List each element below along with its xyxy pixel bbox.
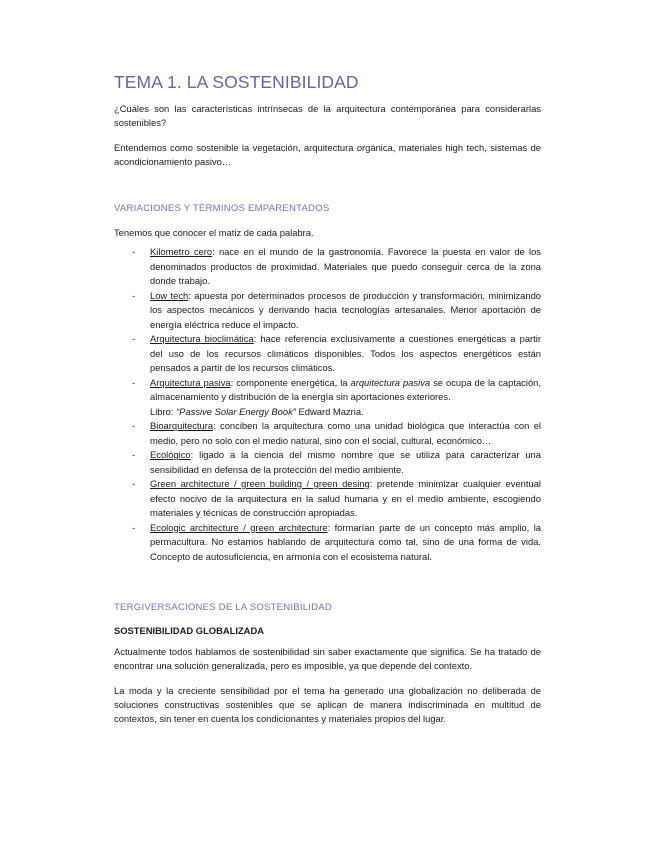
book-author: Edward Mazria. — [295, 405, 364, 417]
term-label: Bioarquitectura — [150, 420, 214, 431]
term-label: Ecológico — [150, 449, 191, 460]
terms-list — [114, 245, 541, 564]
term-description: : nace en el mundo de la gastronomía. Favorece la puesta en valor de los denominados productos de proximidad. Materiales que puedo conseguir cerca de la zona donde trabajo. — [150, 246, 541, 286]
book-label: Libro: — [150, 405, 177, 417]
list-item — [114, 376, 541, 420]
intro-paragraph: Entendemos como sostenible la vegetación, arquitectura orgánica, materiales high tech, sistemas de acondicionamiento pasivo… — [114, 142, 541, 168]
term-label: Arquitectura pasiva — [150, 376, 231, 388]
term-label: Low tech — [150, 289, 189, 301]
intro-question: ¿Cuáles son las características intrínsecas de la arquitectura contemporánea para considerarlas sostenibles? — [114, 103, 541, 129]
term-label: Kilometro cero — [150, 246, 213, 257]
list-item — [114, 521, 541, 565]
page-title: TEMA 1. LA SOSTENIBILIDAD — [114, 72, 359, 92]
term-description: : formarían parte de un concepto más amplio, la permacultura. No estamos hablando de arquitectura como tal, sino de una forma de vida. Concepto de autosuficiencia, en armonía con el ecosistema natural. — [150, 521, 541, 562]
list-item — [114, 289, 541, 333]
list-item — [114, 448, 541, 477]
section-lead: Tenemos que conocer el matiz de cada palabra. — [114, 227, 314, 238]
section-heading-variaciones: VARIACIONES Y TÉRMINOS EMPARENTADOS — [114, 203, 330, 214]
body-paragraph-2: La moda y la creciente sensibilidad por el tema ha generado una globalización no deliberada de soluciones constructivas sostenibles que se aplican de manera indiscriminada en multitud de contextos, sin tener en cuenta los condicionantes y materiales propios del lugar. — [114, 685, 541, 725]
term-label: Ecologic architecture / green architecture — [150, 521, 328, 533]
term-description: : ligado a la ciencia del mismo nombre que se utiliza para caracterizar una sensibilidad en defensa de la protección del medio ambiente. — [150, 449, 541, 475]
list-item — [114, 245, 541, 289]
section-heading-tergiversaciones: TERGIVERSACIONES DE LA SOSTENIBILIDAD — [114, 602, 332, 613]
term-description: : apuesta por determinados procesos de producción y transformación, minimizando los aspectos mecánicos y derivando hacia tecnologías artesanales. Menor aportación de energía eléctrica reduce el impacto. — [150, 289, 542, 330]
list-item — [114, 477, 541, 521]
list-item — [114, 332, 541, 376]
term-label: Arquitectura bioclimática — [150, 333, 254, 344]
term-description: : componente energética, la — [230, 376, 351, 388]
list-item — [114, 419, 541, 448]
term-description: : hace referencia exclusivamente a cuestiones energéticas a partir del uso de los recursos climáticos disponibles. Todos los aspectos energéticos están pensados a partir de los recursos climáticos. — [150, 333, 541, 373]
subheading-globalizada: SOSTENIBILIDAD GLOBALIZADA — [114, 625, 264, 636]
body-paragraph-1: Actualmente todos hablamos de sostenibilidad sin saber exactamente que significa. Se ha tratado de encontrar una solución generalizada, pero es imposible, ya que depende del contexto. — [114, 646, 541, 672]
book-title: “Passive Solar Energy Book” — [176, 405, 296, 417]
term-description: : conciben la arquitectura como una unidad biológica que interactúa con el medio, pero no solo con el medio natural, sino con el social, cultural, económico… — [150, 420, 541, 446]
term-italic: arquitectura pasiva — [350, 376, 431, 388]
term-description: : pretende minimizar cualquier eventual efecto nocivo de la arquitectura en la salud humana y en el medio ambiente, escogiendo materiales y técnicas de construcción apropiadas. — [150, 478, 541, 518]
term-description-cont: se ocupa de la captación, almacenamiento y distribución de la energía sin aportaciones exteriores. — [150, 376, 541, 402]
term-label: Green architecture / green building / green desing — [150, 478, 370, 489]
